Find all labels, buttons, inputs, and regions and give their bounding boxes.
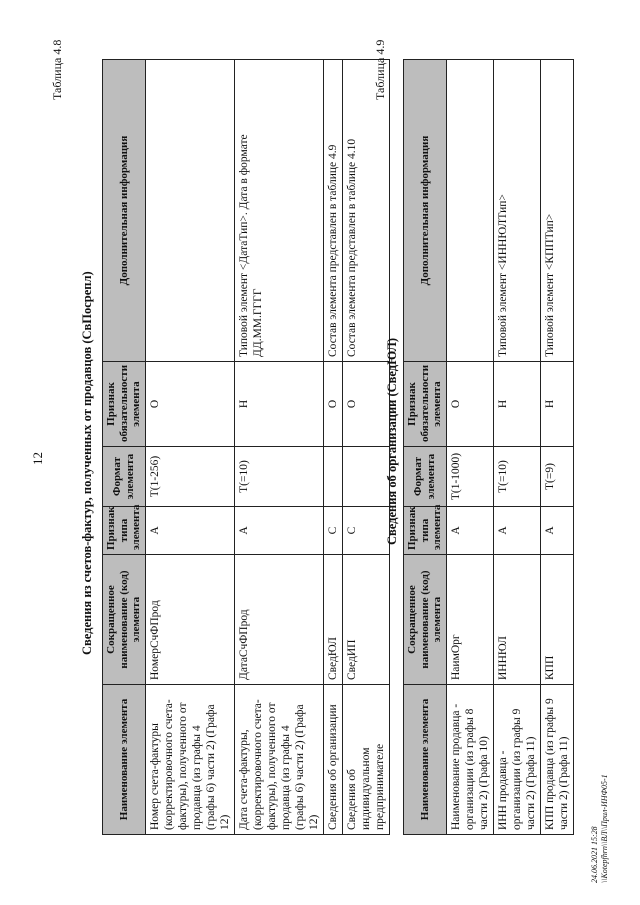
table-4-8: [102, 59, 390, 835]
table-row: [235, 60, 324, 835]
table-cell: Типовой элемент <ИННЮЛТип>: [493, 60, 540, 362]
table-cell: О: [446, 362, 493, 447]
table-cell: А: [446, 507, 493, 555]
table-cell: Н: [235, 362, 324, 447]
table-cell: Типовой элемент <КППТип>: [541, 60, 574, 362]
table-row: [343, 60, 390, 835]
table-cell: С: [343, 507, 390, 555]
table-cell: О: [343, 362, 390, 447]
table-header-row: [404, 60, 447, 835]
table-cell: ИНН продавца - организации (из графы 9 части 2) (Графа 11): [493, 685, 540, 835]
column-header: Формат элемента: [103, 447, 146, 507]
table-cell: А: [493, 507, 540, 555]
table-cell: Типовой элемент <ДатаТип>. Дата в формате ДД.ММ.ГГГГ: [235, 60, 324, 362]
column-header: Наименование элемента: [103, 685, 146, 835]
table-row: [324, 60, 343, 835]
table-cell: С: [324, 507, 343, 555]
table-row: [145, 60, 234, 835]
table-cell: О: [145, 362, 234, 447]
table-row: [446, 60, 493, 835]
table-cell: Состав элемента представлен в таблице 4.9: [324, 60, 343, 362]
table-cell: СведЮЛ: [324, 555, 343, 685]
table-4-8-label: Таблица 4.8: [50, 39, 64, 100]
table-cell: А: [145, 507, 234, 555]
table-cell: Состав элемента представлен в таблице 4.10: [343, 60, 390, 362]
column-header: Формат элемента: [404, 447, 447, 507]
table-cell: ИННЮЛ: [493, 555, 540, 685]
table-4-9-label: Таблица 4.9: [373, 39, 387, 100]
table-cell: А: [235, 507, 324, 555]
table-cell: О: [324, 362, 343, 447]
table-cell: ДатаСчФПрод: [235, 555, 324, 685]
table-cell: [145, 60, 234, 362]
footer-path: \\Kotepfhrn\\ВЛ\\Прил-ИНФ05-1: [600, 774, 609, 883]
column-header: Дополнительная информация: [103, 60, 146, 362]
table-cell: Номер счета-фактуры (корректировочного счета-фактуры), полученного от продавца (из графы 4 (графы 6) части 2) (Графа 12): [145, 685, 234, 835]
column-header: Сокращенное наименование (код) элемента: [404, 555, 447, 685]
table-cell: T(=10): [235, 447, 324, 507]
table-4-9-title: Сведения об организации (СведЮЛ): [385, 337, 399, 545]
table-cell: Сведения об индивидуальном предпринимателе: [343, 685, 390, 835]
table-cell: НаимОрг: [446, 555, 493, 685]
table-cell: Н: [541, 362, 574, 447]
table-cell: А: [541, 507, 574, 555]
table-cell: Дата счета-фактуры, (корректировочного счета-фактуры), полученного от продавца (из графы 4 (графы 6) части 2) (Графа 12): [235, 685, 324, 835]
table-cell: Наименование продавца - организации (из графы 8 части 2) (Графа 10): [446, 685, 493, 835]
table-cell: [343, 447, 390, 507]
column-header: Дополнительная информация: [404, 60, 447, 362]
document-footer: [590, 774, 610, 883]
table-cell: [324, 447, 343, 507]
table-row: [541, 60, 574, 835]
table-cell: T(=9): [541, 447, 574, 507]
table-header-row: [103, 60, 146, 835]
footer-timestamp: 24.06.2021 15:28: [590, 826, 599, 883]
table-cell: Сведения об организации: [324, 685, 343, 835]
table-4-8-title: Сведения из счетов-фактур, полученных от продавцов (СвПосрепл): [80, 271, 94, 655]
table-cell: КПП продавца (из графы 9 части 2) (Графа 11): [541, 685, 574, 835]
table-4-9: [403, 59, 574, 835]
table-cell: Н: [493, 362, 540, 447]
page-number: 12: [30, 452, 45, 465]
table-cell: T(1-256): [145, 447, 234, 507]
table-cell: T(1-1000): [446, 447, 493, 507]
column-header: Признак типа элемента: [103, 507, 146, 555]
table-cell: T(=10): [493, 447, 540, 507]
table-cell: СведИП: [343, 555, 390, 685]
table-cell: НомерСчФПрод: [145, 555, 234, 685]
column-header: Сокращенное наименование (код) элемента: [103, 555, 146, 685]
column-header: Наименование элемента: [404, 685, 447, 835]
column-header: Признак типа элемента: [404, 507, 447, 555]
column-header: Признак обязательности элемента: [103, 362, 146, 447]
table-row: [493, 60, 540, 835]
table-cell: [446, 60, 493, 362]
column-header: Признак обязательности элемента: [404, 362, 447, 447]
table-cell: КПП: [541, 555, 574, 685]
